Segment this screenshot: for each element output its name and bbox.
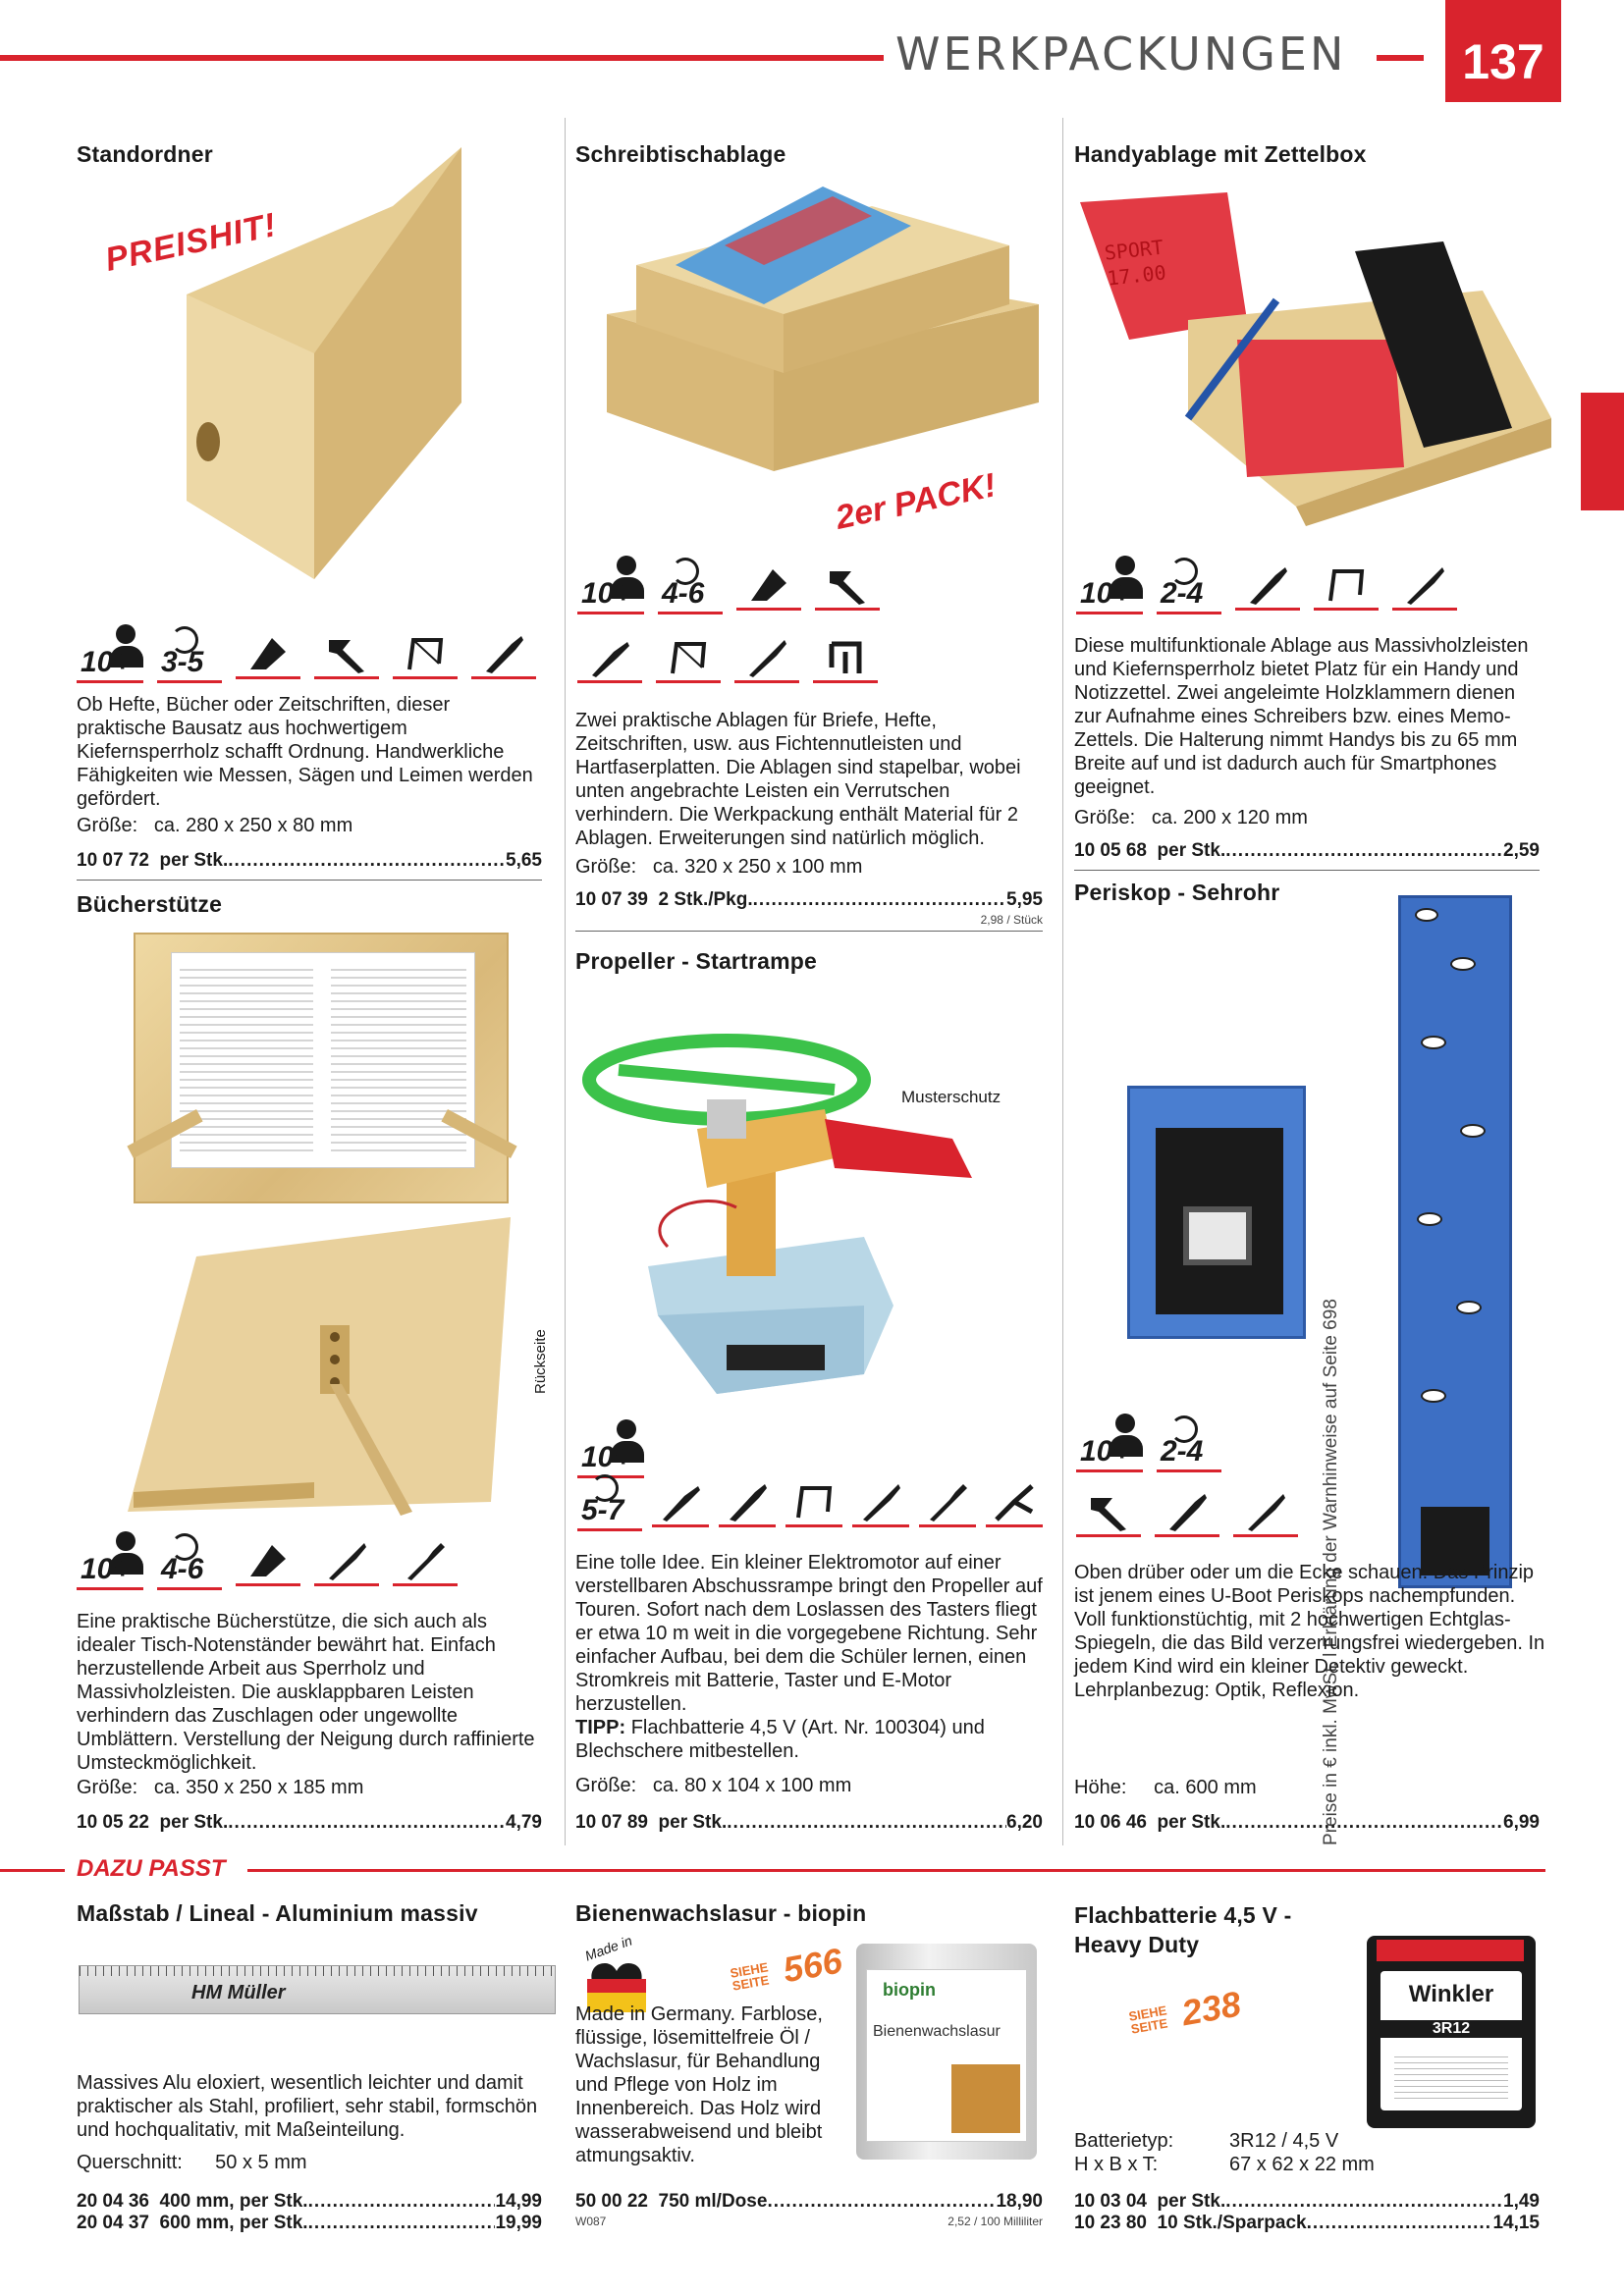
glue-tube-icon [577,634,642,683]
standordner-image [147,147,481,579]
price: 19,99 [495,2213,542,2233]
massstab-price-line-1: 20 04 36 400 mm, per Stk. ..... 14,99 [77,2191,542,2213]
battery-image [1367,1936,1536,2128]
propeller-tipp: TIPP: Flachbatterie 4,5 V (Art. Nr. 100304) und Blechschere mitbestellen. [575,1717,985,1762]
schreibtischablage-unit-price: 2,98 / Stück [980,913,1043,927]
price: 6,99 [1503,1812,1540,1833]
drill-icon [734,634,799,683]
fretsaw-icon [785,1478,842,1527]
column-separator [565,118,566,1845]
product-title-schreibtischablage: Schreibtischablage [575,141,786,167]
can-label: Bienenwachslasur [873,2023,1001,2040]
can-brand: biopin [883,1980,936,2000]
handyablage-description: Diese multifunktionale Ablage aus Massivholzleisten und Kiefernsperrholz bietet Platz für ein Handy und Notizzettel. Zwei angeleimte Holzklammern dienen zur Aufnahme eines Schreibers bzw. eines Memo-Zettels. Die Halterung nimmt Handys bis zu 65 mm Breite auf und ist dadurch auch für Smartphones geeignet. [1074,635,1529,798]
propeller-price-line: 10 07 89 per Stk. ..... 6,20 [575,1812,1043,1834]
separator [1074,870,1540,871]
standordner-description: Ob Hefte, Bücher oder Zeitschriften, dieser praktische Bausatz aus hochwertigem Kiefernsperrholz schafft Ordnung. Handwerkliche Fähigkeiten wie Messen, Sägen und Leimen werden gefördert. [77,694,533,810]
fretsaw-icon [393,630,458,679]
glue-bottle-icon [471,630,536,679]
fretsaw-icon [656,634,721,683]
battery-model: 3R12 [1380,2020,1522,2038]
product-title-buecherstuetze: Bücherstütze [77,891,223,917]
age-badge: 10+ [577,1419,644,1474]
propeller-description: Eine tolle Idee. Ein kleiner Elektromotor auf einer verstellbaren Abschussrampe bringt den Propeller auf Touren. Sofort nach dem Loslassen des Tasters fliegt er etwa 10 m weit in die vorgegebene Richtung. Sehr einfacher Aufbau, bei dem die Schüler lernen, einen Stromkreis mit Batterie, Taster und E-Motor herzustellen. [575,1552,1043,1715]
page-number: 137 [1462,34,1544,89]
handyablage-size: Größe: ca. 200 x 120 mm [1074,807,1308,828]
standordner-price-line: 10 07 72 per Stk. ..... 5,65 [77,850,542,872]
periskop-price-line: 10 06 46 per Stk. ..... 6,99 [1074,1812,1540,1834]
price: 14,99 [495,2191,542,2212]
buecherstuetze-front-image [134,933,509,1203]
propeller-image [579,1021,1011,1433]
price: 1,49 [1503,2191,1540,2212]
musterschutz-label: Musterschutz [901,1088,1001,1106]
preishit-badge: PREISHIT! [87,197,295,289]
standordner-size: Größe: ca. 280 x 250 x 80 mm [77,815,353,836]
buecherstuetze-back-image [128,1217,511,1531]
sanding-block-icon [736,561,801,611]
propeller-size: Größe: ca. 80 x 104 x 100 mm [575,1775,852,1796]
rueckseite-label: Rückseite [532,1329,549,1394]
time-badge: 2-4 [1157,1414,1221,1468]
age-badge: 10+ [577,556,644,611]
handyablage-price-line: 10 05 68 per Stk. ..... 2,59 [1074,840,1540,862]
schreibtischablage-description: Zwei praktische Ablagen für Briefe, Hefte, Zeitschriften, usw. aus Fichtennutleisten und Hartfaserplatten. Die Ablagen sind stapelbar, wobei unten angebrachte Leisten ein Verrutschen verhindern. Die Werkpackung enthält Material für 2 Ablagen. Erweiterungen sind natürlich möglich. [575,710,1021,849]
product-title-massstab: Maßstab / Lineal - Aluminium massiv [77,1900,478,1926]
separator [77,880,542,881]
price: 2,59 [1503,840,1540,861]
age-badge: 10+ [1076,556,1143,611]
periskop-size: Höhe: ca. 600 mm [1074,1777,1257,1798]
product-title-periskop: Periskop - Sehrohr [1074,880,1280,905]
periskop-tube-image [1398,895,1512,1588]
buecherstuetze-size: Größe: ca. 350 x 250 x 185 mm [77,1777,364,1798]
massstab-description: Massives Alu eloxiert, wesentlich leichter und damit praktischer als Stahl, profiliert, sehr stabil, formschön und hochqualitativ, mit Maßeinteilung. [77,2072,538,2141]
drill-icon [314,1537,379,1586]
dazu-passt-label: DAZU PASST [77,1855,226,1882]
header-rule-left [0,55,884,61]
fretsaw-icon [1314,561,1379,611]
hammer-icon [815,561,880,611]
side-note: Preise in € inkl. MwSt. l Erklärung der Warnhinweise auf Seite 698 [1321,1299,1341,1845]
header-rule-mid [1377,55,1424,61]
made-in-germany-badge: Made in [579,1936,658,2024]
hammer-icon [314,630,379,679]
age-badge: 10+ [1076,1414,1143,1468]
bienenwachs-price-line: 50 00 22 750 ml/Dose ..... 18,90 [575,2191,1043,2213]
product-title-standordner: Standordner [77,141,213,167]
periskop-icons-row2 [1076,1488,1298,1537]
ruler-logo: HM Müller [191,1982,286,2003]
time-badge: 4-6 [157,1531,222,1586]
glue-bottle-icon [1155,1488,1219,1537]
propeller-icons-row2 [577,1472,1043,1527]
flachbatterie-price-line-1: 10 03 04 per Stk. ..... 1,49 [1074,2191,1540,2213]
product-title-propeller: Propeller - Startrampe [575,948,817,974]
bienenwachs-description: Made in Germany. Farblose, flüssige, lösemittelfreie Öl / Wachslasur, für Behandlung und Pflege von Holz im Innenbereich. Das Holz wird wasserabweisend und bleibt atmungsaktiv. [575,2003,823,2166]
bienenwachs-unit-price: 2,52 / 100 Milliliter [947,2215,1043,2228]
schreibtischablage-icons-row2 [577,634,878,683]
sanding-block-icon [236,1537,300,1586]
price: 4,79 [506,1812,542,1833]
dazu-passt-rule-left [0,1869,65,1872]
propeller-icons-row1 [577,1419,644,1474]
2er-pack-badge: 2er PACK! [818,457,1014,546]
bienenwachs-code: W087 [575,2215,607,2228]
schreibtischablage-image [577,167,1049,491]
price: 18,90 [996,2191,1043,2212]
bienenwachs-can-image [856,1944,1037,2160]
time-badge: 2-4 [1157,556,1221,611]
price: 14,15 [1492,2213,1540,2233]
age-badge: 10+ [77,1531,143,1586]
price: 5,65 [506,850,542,871]
periskop-closeup-image [1127,1086,1306,1339]
schreibtischablage-icons-row1 [577,556,880,611]
drill-icon [1392,561,1457,611]
flachbatterie-price-line-2: 10 23 80 10 Stk./Sparpack ..... 14,15 [1074,2213,1540,2234]
age-badge: 10+ [77,624,143,679]
schreibtischablage-price-line: 10 07 39 2 Stk./Pkg. ..... 5,95 [575,889,1043,911]
handyablage-icons [1076,556,1457,611]
siehe-seite-566: SIEHE SEITE 566 [729,1940,845,1994]
standordner-icons [77,624,536,679]
column-separator [1062,118,1063,1845]
time-badge: 4-6 [658,556,723,611]
product-title-handyablage: Handyablage mit Zettelbox [1074,141,1367,167]
battery-dimensions: H x B x T: 67 x 62 x 22 mm [1074,2154,1375,2175]
clamp-icon [813,634,878,683]
ruler-image [79,1965,556,2014]
time-badge: 3-5 [157,624,222,679]
glue-bottle-icon [719,1478,776,1527]
separator [575,931,1043,932]
massstab-spec: Querschnitt: 50 x 5 mm [77,2152,307,2173]
buecherstuetze-description: Eine praktische Bücherstütze, die sich auch als idealer Tisch-Notenständer bewährt hat. Einfach herzustellende Arbeit aus Sperrholz und Massivholzleisten. Die ausklappbaren Leisten verhindern das Zuschlagen oder ungewollte Umblättern. Verstellung der Neigung durch raffinierte Umsteckmöglichkeit. [77,1611,535,1774]
periskop-description: Oben drüber oder um die Ecke schauen. Das Prinzip ist jenem eines U-Boot Periskops nachempfunden. Voll funktionstüchtig, mit 2 hochwertigen Echtglas-Spiegeln, die das Bild verzerrungsfrei wiedergeben. In jedem Kind wird ein kleiner Detektiv geweckt. Lehrplanbezug: Optik, Reflexion. [1074,1562,1545,1701]
section-title: WERKPACKUNGEN [895,27,1347,80]
buecherstuetze-icons [77,1531,458,1586]
price: 5,95 [1006,889,1043,910]
buecherstuetze-price-line: 10 05 22 per Stk. ..... 4,79 [77,1812,542,1834]
periskop-icons-row1 [1076,1414,1221,1468]
drill-icon [1233,1488,1298,1537]
handyablage-note-text: SPORT 17.00 [1103,235,1167,291]
siehe-seite-238: SIEHE SEITE 238 [1127,1983,1244,2037]
side-tab [1581,393,1624,510]
battery-brand: Winkler [1408,1981,1494,2007]
schreibtischablage-size: Größe: ca. 320 x 250 x 100 mm [575,856,863,878]
price: 6,20 [1006,1812,1043,1833]
drill-icon [852,1478,909,1527]
hammer-icon [1076,1488,1141,1537]
dazu-passt-rule-right [247,1869,1545,1872]
screwdriver-icon [919,1478,976,1527]
product-title-flachbatterie: Flachbatterie 4,5 V - Heavy Duty [1074,1902,1292,1957]
glue-bottle-icon [1235,561,1300,611]
battery-type: Batterietyp: 3R12 / 4,5 V [1074,2130,1339,2152]
product-title-bienenwachs: Bienenwachslasur - biopin [575,1900,867,1926]
time-badge: 5-7 [577,1472,642,1527]
pliers-icon [986,1478,1043,1527]
screwdriver-icon [393,1537,458,1586]
glue-tube-icon [652,1478,709,1527]
sanding-block-icon [236,630,300,679]
massstab-price-line-2: 20 04 37 600 mm, per Stk. ..... 19,99 [77,2213,542,2234]
